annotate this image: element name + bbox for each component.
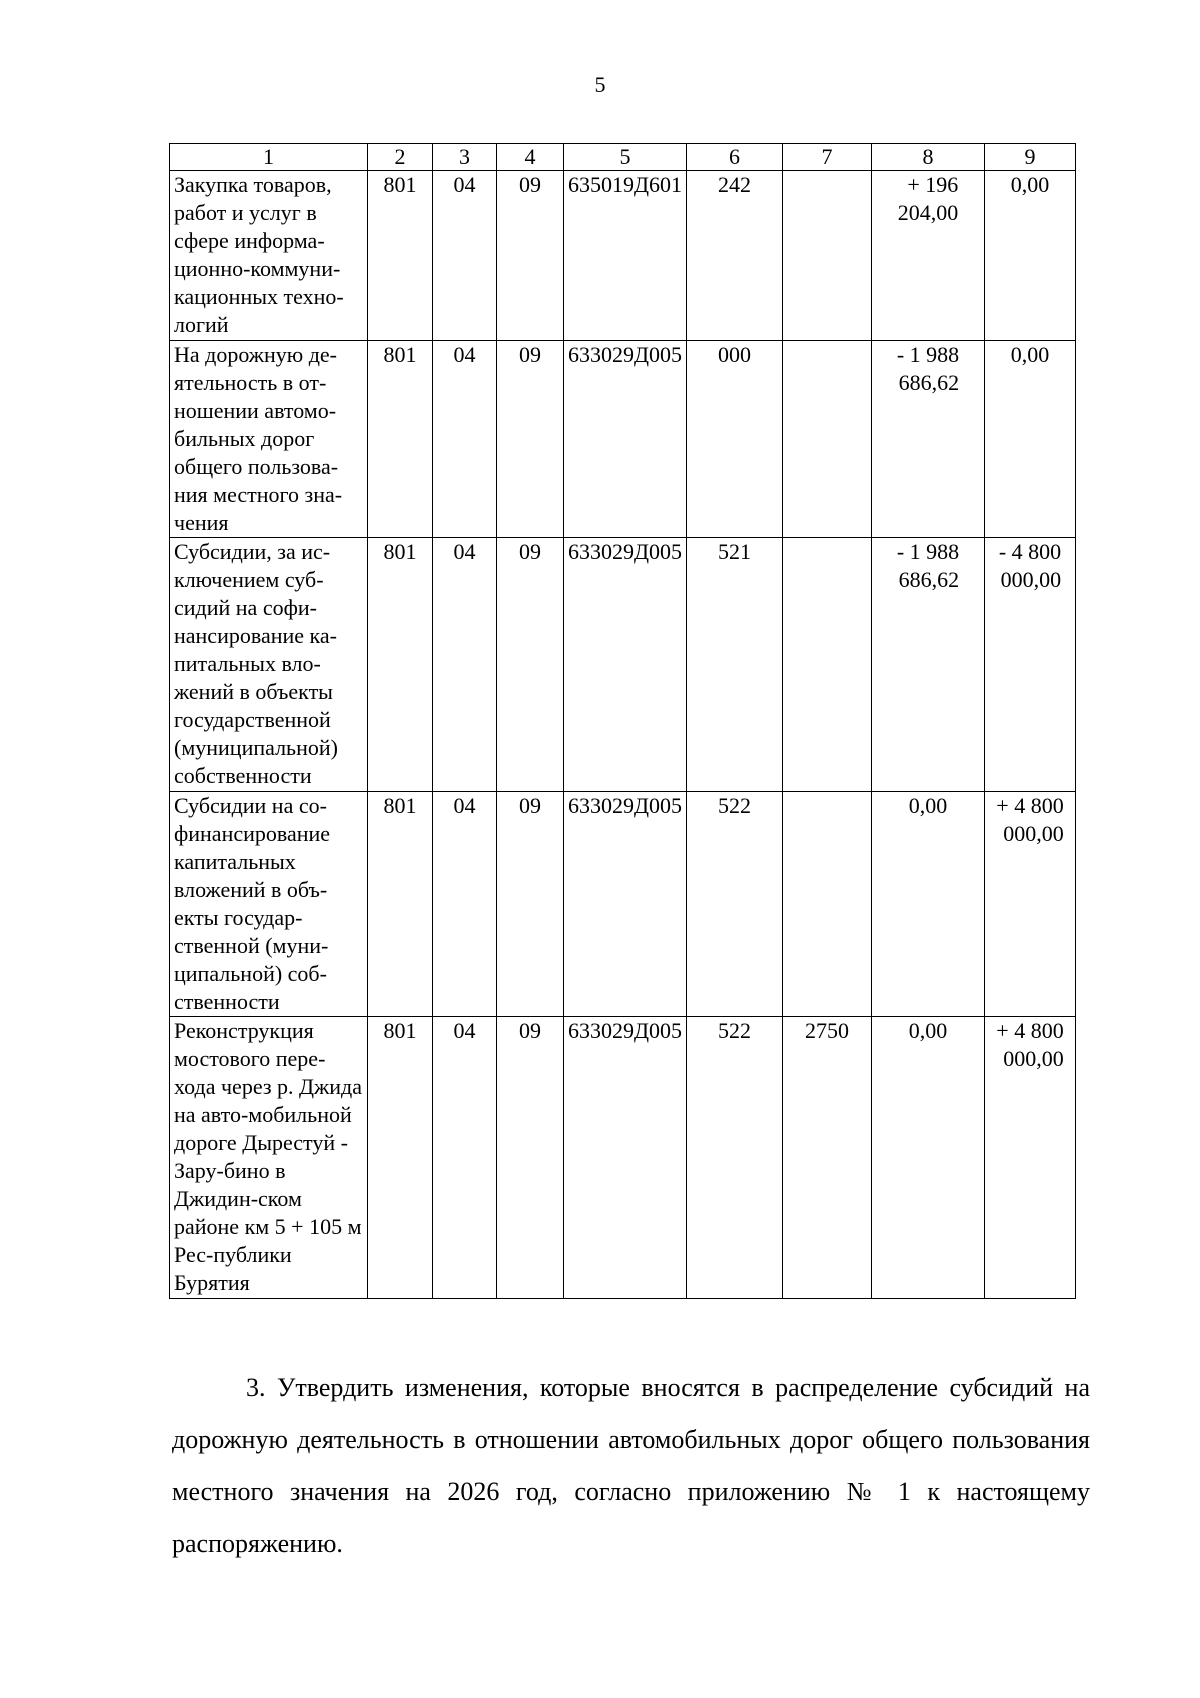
amount-line-2: 204,00 (897, 200, 959, 225)
target-article-line-1: 633029 (568, 539, 634, 564)
purpose-code-cell (783, 792, 872, 1017)
purpose-code-cell (783, 538, 872, 792)
amount-line-1: + 4 800 (996, 1018, 1064, 1043)
target-article-line-1: 633029 (568, 793, 634, 818)
column-header: 3 (433, 144, 497, 171)
column-header: 5 (564, 144, 687, 171)
row-name-cell: Субсидии на со-финансирование капитальных вложений в объ-екты государ-ственной (муни-ципальной) соб-ственности (170, 792, 368, 1017)
column-header: 4 (497, 144, 564, 171)
table-row (170, 341, 1076, 538)
section-code-cell: 04 (433, 538, 497, 792)
expense-type-cell: 522 (687, 1017, 783, 1299)
section-code-cell: 04 (433, 792, 497, 1017)
target-article-line-2: Д005 (634, 793, 683, 818)
column-header: 9 (985, 144, 1076, 171)
target-article-line-1: 635019 (568, 172, 634, 197)
amount-line-1: + 4 800 (996, 793, 1064, 818)
table-row (170, 538, 1076, 792)
purpose-code-cell: 2750 (783, 1017, 872, 1299)
expense-type-cell: 521 (687, 538, 783, 792)
table-row (170, 171, 1076, 341)
amount-cell (872, 1017, 985, 1299)
target-article-line-2: Д601 (634, 172, 683, 197)
page-number: 5 (594, 72, 606, 97)
target-article-cell (564, 538, 687, 792)
amount-cell (872, 171, 985, 341)
section-code-cell: 04 (433, 1017, 497, 1299)
amount-line-1: 0,00 (1010, 172, 1050, 197)
expense-type-cell: 242 (687, 171, 783, 341)
subsection-code-cell: 09 (497, 792, 564, 1017)
column-header: 1 (170, 144, 368, 171)
purpose-code-cell (783, 171, 872, 341)
subsection-code-cell: 09 (497, 171, 564, 341)
table-row (170, 1017, 1076, 1299)
amount-line-2: 000,00 (1000, 567, 1062, 592)
ministry-code-cell: 801 (368, 341, 433, 538)
ministry-code-cell: 801 (368, 171, 433, 341)
amount-cell (985, 538, 1076, 792)
section-code-cell: 04 (433, 171, 497, 341)
amount-cell (985, 792, 1076, 1017)
target-article-cell (564, 1017, 687, 1299)
amount-line-1: 0,00 (908, 793, 948, 818)
table-header-row (170, 144, 1076, 171)
amount-line-1: 0,00 (1010, 342, 1050, 367)
column-header: 2 (368, 144, 433, 171)
amount-line-1: + 196 (907, 172, 959, 197)
amount-cell (985, 341, 1076, 538)
expense-type-cell: 000 (687, 341, 783, 538)
row-name-cell: Субсидии, за ис-ключением суб-сидий на софи-нансирование ка-питальных вло-жений в объекты государственной (муниципальной) собственности (170, 538, 368, 792)
amount-line-2: 000,00 (1003, 821, 1064, 846)
target-article-line-2: Д005 (634, 342, 683, 367)
amount-line-1: 0,00 (908, 1018, 948, 1043)
amount-line-1: - 1 988 (896, 539, 960, 564)
column-header: 7 (783, 144, 872, 171)
target-article-line-2: Д005 (634, 1018, 683, 1043)
decision-paragraph (172, 1362, 1090, 1570)
amount-cell (872, 538, 985, 792)
table-row (170, 792, 1076, 1017)
subsection-code-cell: 09 (497, 538, 564, 792)
purpose-code-cell (783, 341, 872, 538)
column-header: 8 (872, 144, 985, 171)
paragraph-text: 3. Утвердить изменения, которые вносятся в распределение субсидий на дорожную деятельность в отношении автомобильных дорог общего пользования местного значения на 2026 год, согласно приложению № 1 к настоящему распоряжению. (172, 1373, 1090, 1558)
target-article-line-2: Д005 (634, 539, 683, 564)
amount-line-2: 686,62 (898, 567, 960, 592)
amount-line-1: - 1 988 (896, 342, 960, 367)
column-header: 6 (687, 144, 783, 171)
target-article-line-1: 633029 (568, 1018, 634, 1043)
section-code-cell: 04 (433, 341, 497, 538)
ministry-code-cell: 801 (368, 1017, 433, 1299)
target-article-line-1: 633029 (568, 342, 634, 367)
subsection-code-cell: 09 (497, 341, 564, 538)
target-article-cell (564, 792, 687, 1017)
row-name-cell: На дорожную де-ятельность в от-ношении автомо-бильных дорог общего пользова-ния местного зна-чения (170, 341, 368, 538)
expense-type-cell: 522 (687, 792, 783, 1017)
row-name-cell: Реконструкция мостового пере-хода через р. Джида на авто-мобильной дороге Дырестуй - Зару-бино в Джидин-ском районе км 5 + 105 м Рес-публики Бурятия (170, 1017, 368, 1299)
amount-cell (985, 171, 1076, 341)
amount-line-1: - 4 800 (998, 539, 1062, 564)
ministry-code-cell: 801 (368, 538, 433, 792)
amount-line-2: 000,00 (1003, 1046, 1064, 1071)
amount-cell (872, 341, 985, 538)
budget-table (169, 143, 1076, 1299)
subsection-code-cell: 09 (497, 1017, 564, 1299)
ministry-code-cell: 801 (368, 792, 433, 1017)
amount-cell (985, 1017, 1076, 1299)
amount-line-2: 686,62 (898, 370, 960, 395)
row-name-cell: Закупка товаров, работ и услуг в сфере информа-ционно-коммуни-кационных техно-логий (170, 171, 368, 341)
target-article-cell (564, 341, 687, 538)
target-article-cell (564, 171, 687, 341)
amount-cell (872, 792, 985, 1017)
